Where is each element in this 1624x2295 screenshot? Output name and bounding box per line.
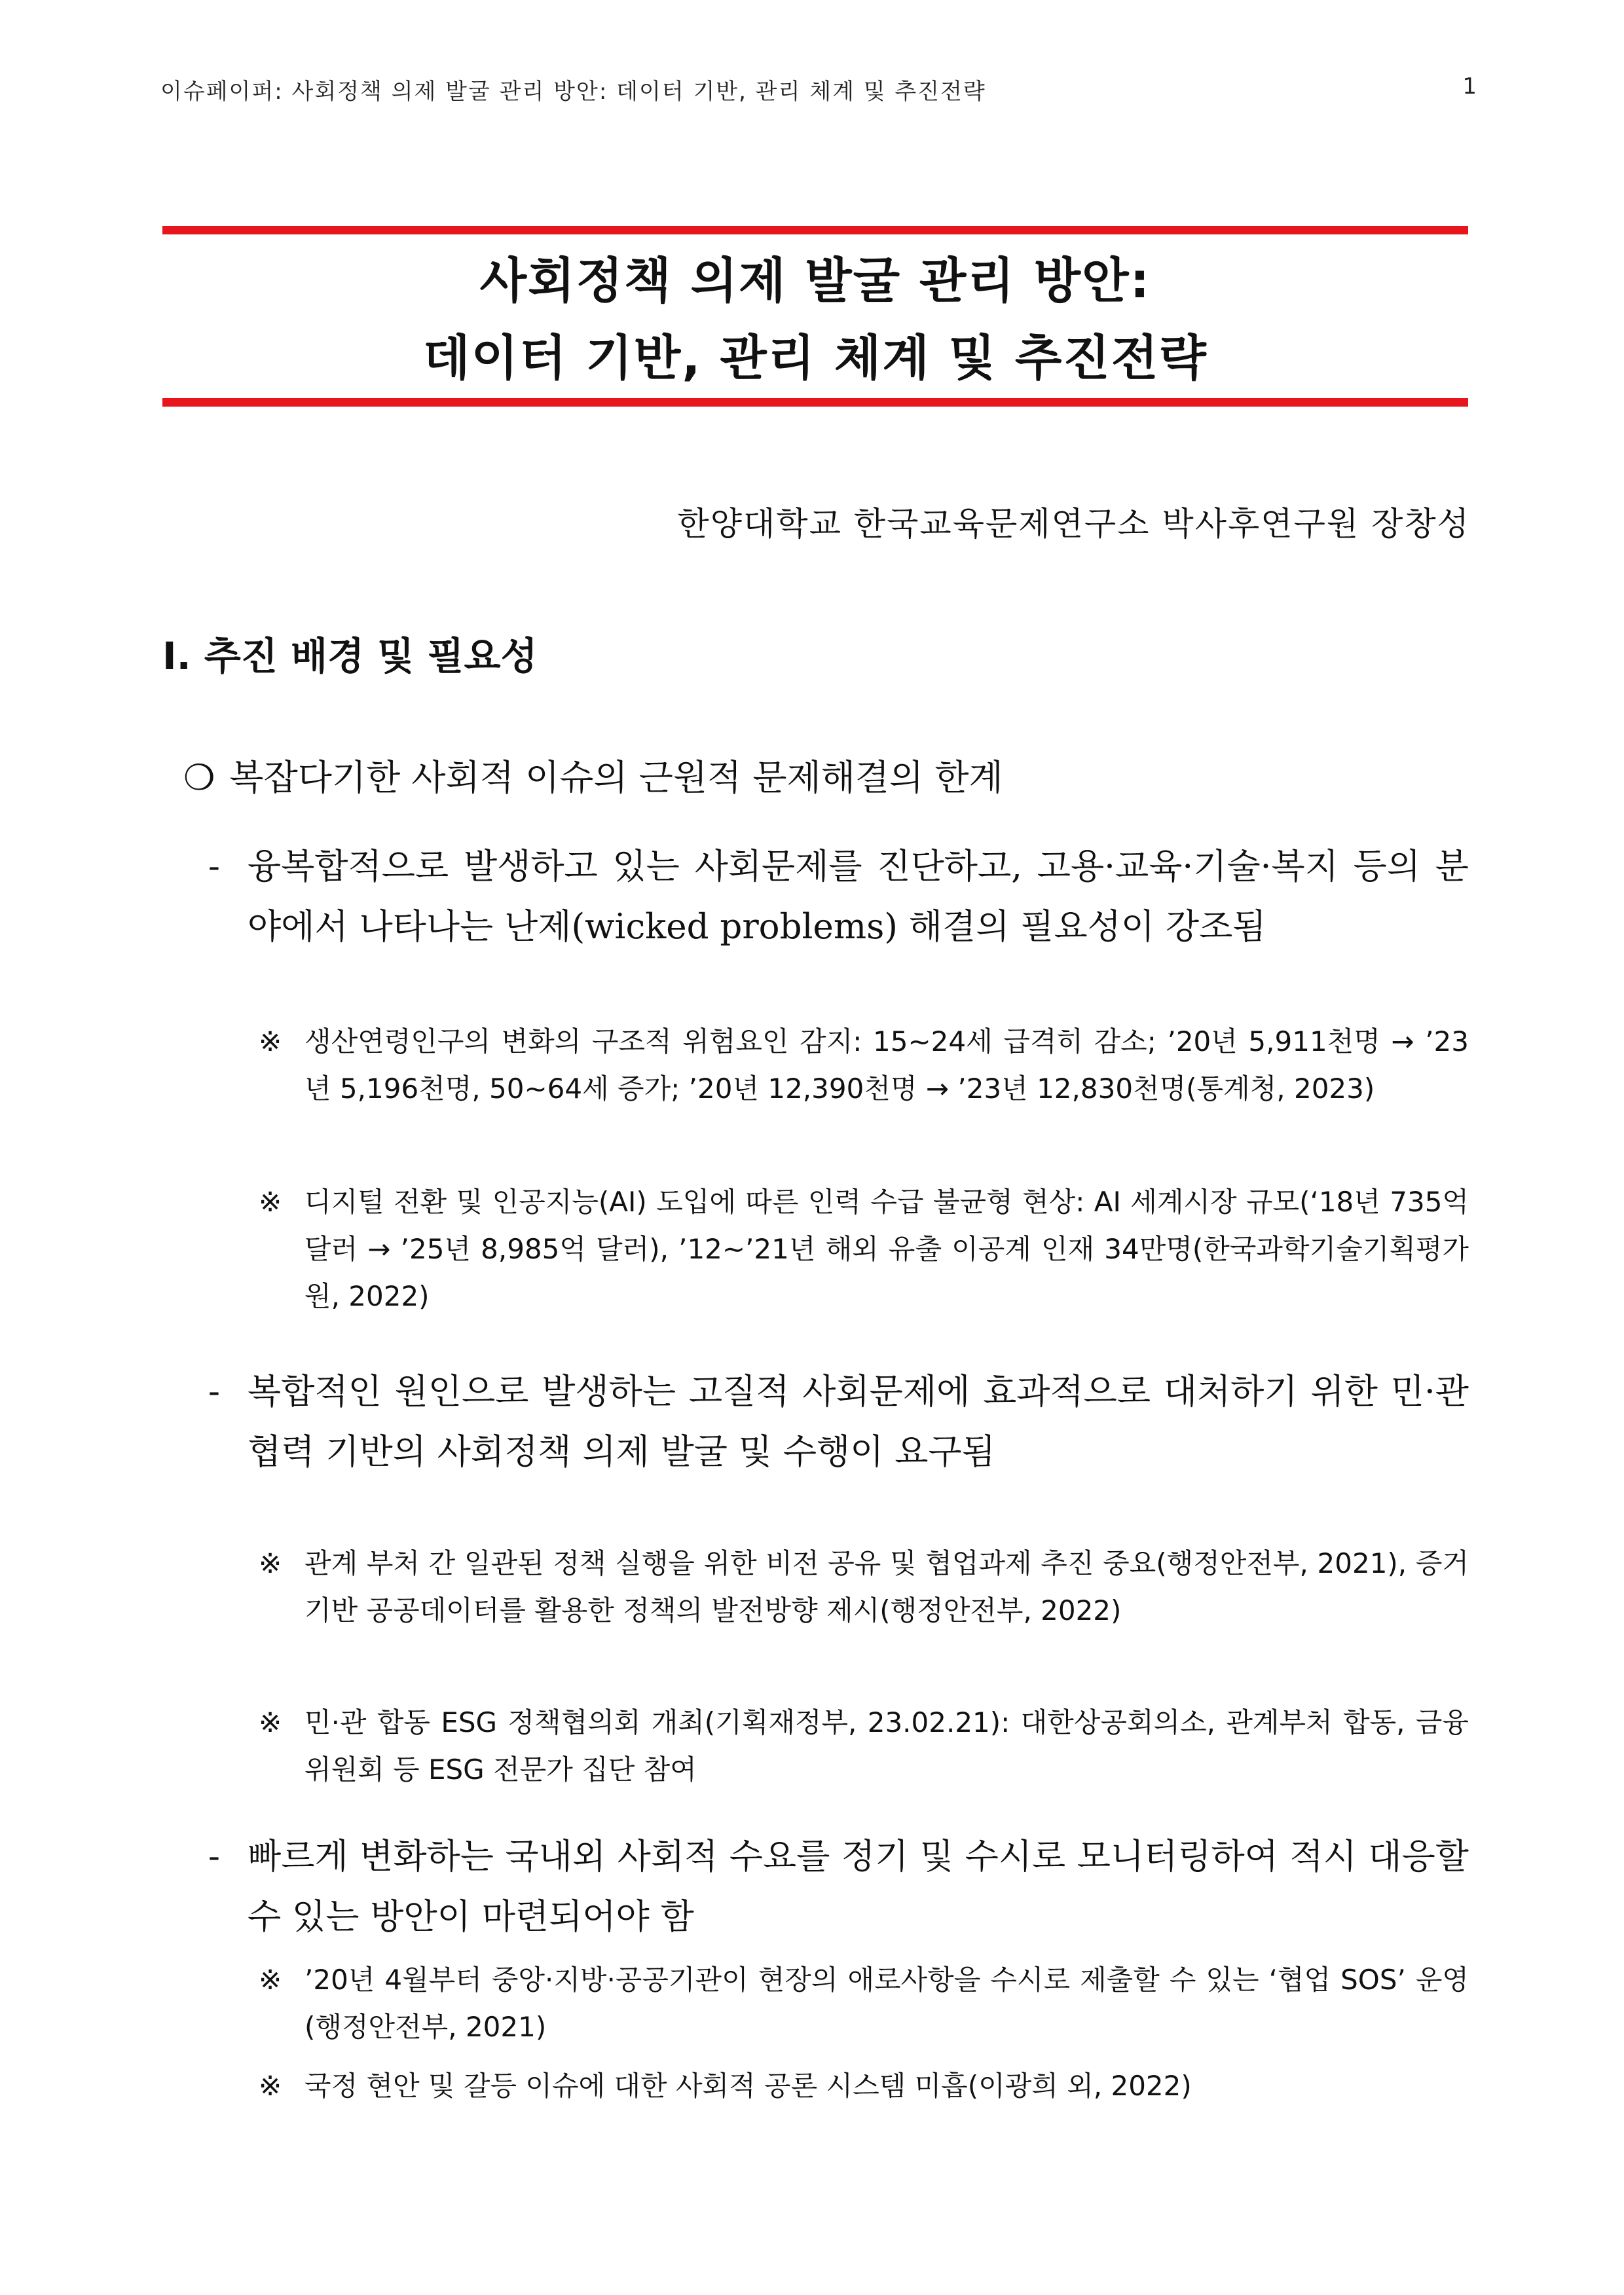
dash-marker: - [208, 1372, 220, 1412]
bullet-heading [183, 750, 1003, 800]
title-line-1: 사회정책 의제 발굴 관리 방안: [479, 253, 1151, 309]
note-text: 디지털 전환 및 인공지능(AI) 도입에 따른 인력 수급 불균형 현상: AI 세계시장 규모(‘18년 735억 달러 → ’25년 8,985억 달러), ’12∼’21년 해외 유출 이공계 인재 34만명(한국과학기술기획평가원, 2022) [304, 1186, 1469, 1312]
note-text: 민·관 합동 ESG 정책협의회 개최(기획재정부, 23.02.21): 대한상공회의소, 관계부처 합동, 금융위원회 등 ESG 전문가 집단 참여 [304, 1706, 1469, 1786]
reference-mark-icon: ※ [259, 1964, 282, 1996]
note-item [259, 1540, 1469, 1634]
reference-mark-icon: ※ [259, 1706, 282, 1738]
note-text: 생산연령인구의 변화의 구조적 위험요인 감지: 15~24세 급격히 감소; ’20년 5,911천명 → ’23년 5,196천명, 50~64세 증가; ’20년 12,390천명 → ’23년 12,830천명(통계청, 2023) [304, 1025, 1469, 1105]
dash-item-text: 융복합적으로 발생하고 있는 사회문제를 진단하고, 고용·교육·기술·복지 등의 분야에서 나타나는 난제(wicked problems) 해결의 필요성이 강조됨 [248, 847, 1469, 947]
note-item [259, 1018, 1469, 1112]
note-text: ’20년 4월부터 중앙·지방·공공기관이 현장의 애로사항을 수시로 제출할 수 있는 ‘협업 SOS’ 운영(행정안전부, 2021) [304, 1964, 1469, 2043]
dash-item-text: 빠르게 변화하는 국내외 사회적 수요를 정기 및 수시로 모니터링하여 적시 대응할 수 있는 방안이 마련되어야 함 [248, 1837, 1469, 1937]
note-item [259, 2063, 1469, 2110]
title-rule-top [162, 226, 1468, 234]
title-line-2: 데이터 기반, 관리 체계 및 추진전략 [423, 330, 1208, 386]
note-text: 국정 현안 및 갈등 이슈에 대한 사회적 공론 시스템 미흡(이광희 외, 2022) [304, 2070, 1192, 2102]
bullet-heading-text: 복잡다기한 사회적 이슈의 근원적 문제해결의 한계 [229, 757, 1003, 798]
reference-mark-icon: ※ [259, 1186, 282, 1218]
note-item [259, 1179, 1469, 1320]
dash-item [208, 1827, 1469, 1947]
page-number: 1 [1462, 73, 1477, 100]
reference-mark-icon: ※ [259, 2070, 282, 2102]
circle-bullet-icon: ❍ [183, 757, 215, 798]
running-header: 이슈페이퍼: 사회정책 의제 발굴 관리 방안: 데이터 기반, 관리 체계 및 추진전략 [160, 79, 986, 105]
note-item [259, 1699, 1469, 1793]
dash-item [208, 837, 1469, 957]
title-rule-bottom [162, 398, 1468, 407]
section-heading: Ⅰ. 추진 배경 및 필요성 [162, 634, 538, 678]
note-item [259, 1956, 1469, 2051]
note-text: 관계 부처 간 일관된 정책 실행을 위한 비전 공유 및 협업과제 추진 중요(행정안전부, 2021), 증거 기반 공공데이터를 활용한 정책의 발전방향 제시(행정안전부, 2022) [304, 1547, 1469, 1626]
reference-mark-icon: ※ [259, 1025, 282, 1057]
dash-item [208, 1362, 1469, 1482]
dash-item-text: 복합적인 원인으로 발생하는 고질적 사회문제에 효과적으로 대처하기 위한 민·관 협력 기반의 사회정책 의제 발굴 및 수행이 요구됨 [248, 1372, 1469, 1472]
author-line: 한양대학교 한국교육문제연구소 박사후연구원 장창성 [677, 505, 1470, 543]
document-title [162, 242, 1468, 397]
reference-mark-icon: ※ [259, 1547, 282, 1579]
dash-marker: - [208, 847, 220, 887]
dash-marker: - [208, 1837, 220, 1877]
